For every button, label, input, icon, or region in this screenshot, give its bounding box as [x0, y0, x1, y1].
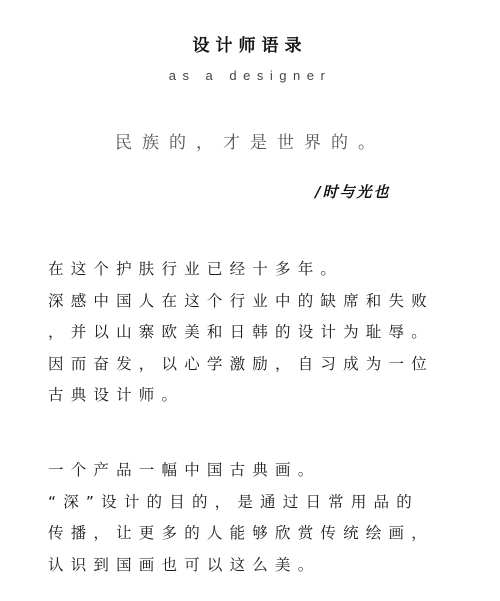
page-title: 设计师语录 — [192, 36, 308, 56]
paragraph-line: 在这个护肤行业已经十多年。 — [48, 260, 344, 278]
paragraph-line: 传播，让更多的人能够欣赏传统绘画， — [48, 524, 434, 542]
quote-signature: /时与光也 — [315, 183, 391, 201]
header — [0, 32, 500, 85]
paragraph-line: ，并以山寨欧美和日韩的设计为耻辱。 — [48, 323, 434, 341]
paragraph-line: 一个产品一幅中国古典画。 — [48, 461, 321, 479]
page-subtitle: as a designer — [168, 68, 332, 83]
paragraph-line: “深”设计的目的，是通过日常用品的 — [48, 492, 419, 511]
paragraph-line: 认识到国画也可以这么美。 — [48, 555, 321, 574]
paragraph-line: 深感中国人在这个行业中的缺席和失败 — [48, 291, 434, 310]
quote-text: 民族的，才是世界的。 — [115, 133, 385, 153]
paragraph-1 — [48, 254, 468, 412]
paragraph-2 — [48, 455, 468, 581]
paragraph-line: 因而奋发，以心学激励，自习成为一位 — [48, 354, 434, 373]
paragraph-line: 古典设计师。 — [48, 386, 185, 404]
